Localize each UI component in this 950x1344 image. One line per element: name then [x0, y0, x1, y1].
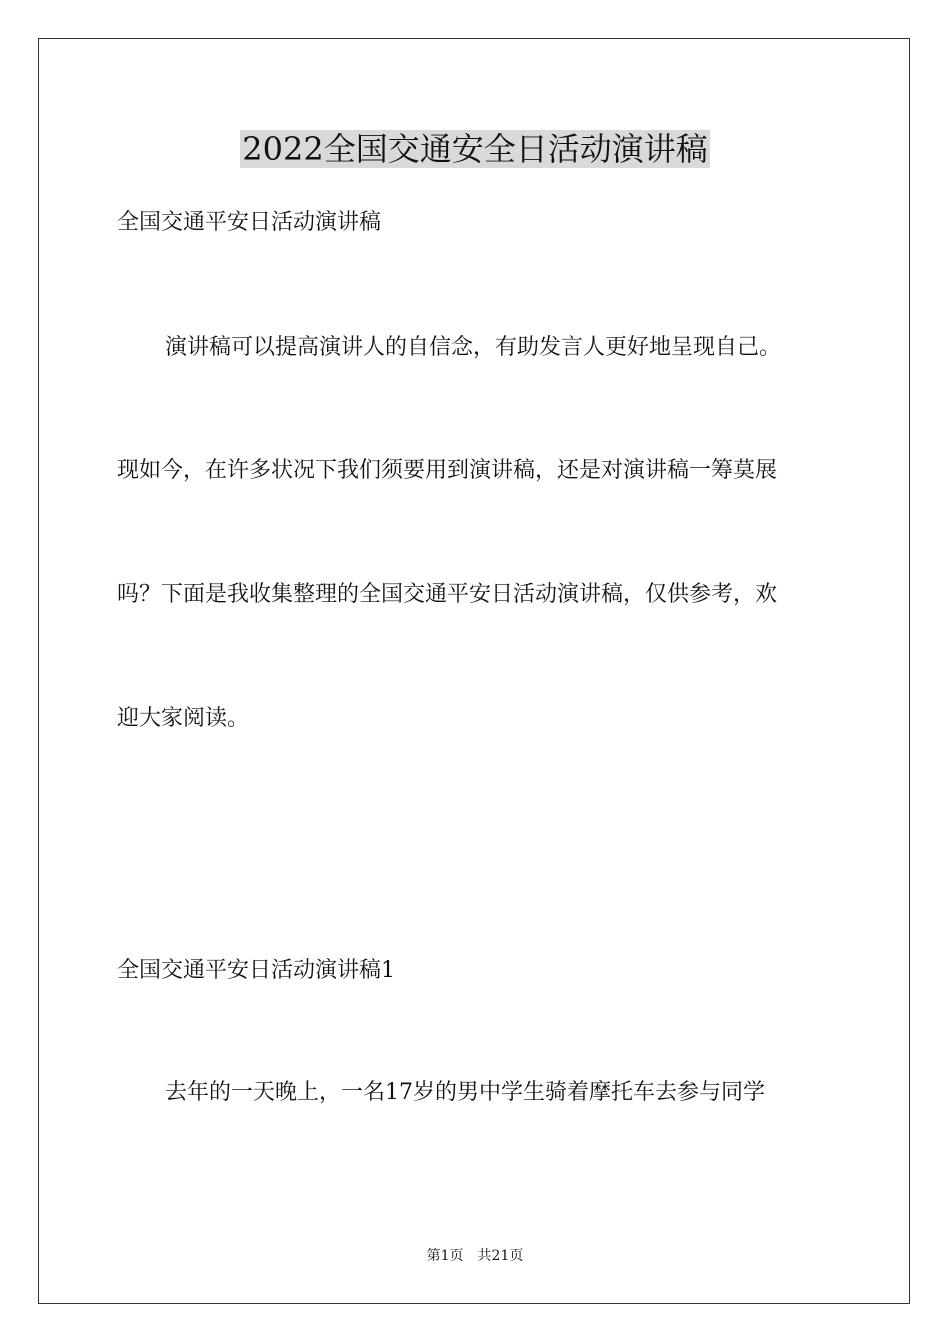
section-heading: 全国交通平安日活动演讲稿1 [117, 958, 395, 983]
intro-line-3: 吗？下面是我收集整理的全国交通平安日活动演讲稿，仅供参考，欢 [117, 582, 778, 607]
intro-line-4: 迎大家阅读。 [117, 706, 250, 731]
intro-line-2: 现如今，在许多状况下我们须要用到演讲稿，还是对演讲稿一筹莫展 [117, 458, 778, 483]
page-total: 共21页 [477, 1248, 524, 1264]
intro-line-1: 演讲稿可以提高演讲人的自信念，有助发言人更好地呈现自己。 [165, 335, 782, 360]
section-paragraph-line-1: 去年的一天晚上，一名17岁的男中学生骑着摩托车去参与同学 [165, 1080, 765, 1105]
document-subtitle: 全国交通平安日活动演讲稿 [117, 210, 382, 235]
document-title [0, 126, 950, 172]
page-footer [0, 1246, 950, 1266]
document-title-text: 2022全国交通安全日活动演讲稿 [242, 130, 708, 168]
page-number: 第1页 [426, 1248, 464, 1264]
